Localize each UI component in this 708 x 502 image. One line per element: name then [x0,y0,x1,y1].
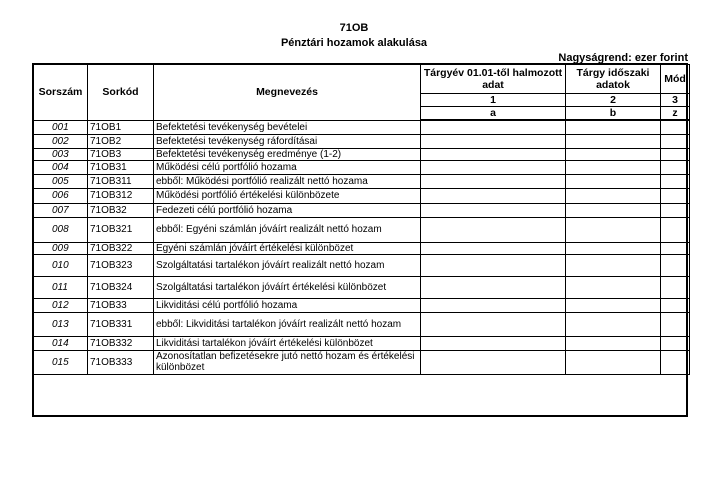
value-cell-mod[interactable] [661,298,690,312]
row-sorszam: 013 [34,312,88,336]
row-sorszam: 014 [34,336,88,350]
col-header-cumulative: Tárgyév 01.01-től halmozott adat [421,65,566,94]
value-cell-period[interactable] [566,336,661,350]
col-number: 2 [566,94,661,107]
col-header-sorkod: Sorkód [88,65,154,121]
value-cell-mod[interactable] [661,148,690,160]
value-cell-cumulative[interactable] [421,120,566,134]
row-sorkod: 71OB33 [88,298,154,312]
value-cell-period[interactable] [566,242,661,254]
value-cell-mod[interactable] [661,134,690,148]
table-row [34,276,690,298]
value-cell-cumulative[interactable] [421,160,566,174]
table-row [34,336,690,350]
row-megnevezes: Azonosítatlan befizetésekre jutó nettó hozam és értékelési különbözet [154,350,421,374]
value-cell-cumulative[interactable] [421,174,566,188]
value-cell-period[interactable] [566,148,661,160]
table-row [34,188,690,203]
table-row [34,350,690,374]
row-sorkod: 71OB1 [88,120,154,134]
row-sorszam: 002 [34,134,88,148]
row-sorszam: 005 [34,174,88,188]
row-megnevezes: Befektetési tevékenység bevételei [154,120,421,134]
row-sorkod: 71OB312 [88,188,154,203]
row-megnevezes: ebből: Egyéni számlán jóváírt realizált nettó hozam [154,217,421,242]
value-cell-mod[interactable] [661,203,690,217]
row-sorkod: 71OB323 [88,254,154,276]
table-row [34,254,690,276]
value-cell-period[interactable] [566,188,661,203]
row-sorkod: 71OB324 [88,276,154,298]
row-sorszam: 008 [34,217,88,242]
col-letter: z [661,107,690,121]
value-cell-cumulative[interactable] [421,350,566,374]
value-cell-cumulative[interactable] [421,336,566,350]
row-sorszam: 006 [34,188,88,203]
col-number: 1 [421,94,566,107]
value-cell-cumulative[interactable] [421,217,566,242]
row-sorkod: 71OB3 [88,148,154,160]
table-row [34,203,690,217]
row-sorszam: 009 [34,242,88,254]
row-sorkod: 71OB331 [88,312,154,336]
row-megnevezes: Egyéni számlán jóváírt értékelési különbözet [154,242,421,254]
value-cell-period[interactable] [566,312,661,336]
row-sorszam: 004 [34,160,88,174]
value-cell-mod[interactable] [661,312,690,336]
value-cell-period[interactable] [566,203,661,217]
value-cell-period[interactable] [566,120,661,134]
row-megnevezes: Likviditási tartalékon jóváírt értékelési különbözet [154,336,421,350]
row-megnevezes: ebből: Likviditási tartalékon jóváírt realizált nettó hozam [154,312,421,336]
row-sorkod: 71OB321 [88,217,154,242]
value-cell-mod[interactable] [661,188,690,203]
col-header-sorszam: Sorszám [34,65,88,121]
row-megnevezes: Szolgáltatási tartalékon jóváírt értékelési különbözet [154,276,421,298]
col-header-megnevezes: Megnevezés [154,65,421,121]
row-sorkod: 71OB32 [88,203,154,217]
value-cell-period[interactable] [566,276,661,298]
row-sorszam: 011 [34,276,88,298]
value-cell-period[interactable] [566,174,661,188]
col-letter: a [421,107,566,121]
col-header-period: Tárgy időszaki adatok [566,65,661,94]
table-row [34,312,690,336]
table-row [34,298,690,312]
row-sorszam: 010 [34,254,88,276]
row-sorkod: 71OB332 [88,336,154,350]
value-cell-cumulative[interactable] [421,134,566,148]
value-cell-mod[interactable] [661,160,690,174]
row-sorkod: 71OB31 [88,160,154,174]
value-cell-period[interactable] [566,217,661,242]
value-cell-period[interactable] [566,298,661,312]
value-cell-mod[interactable] [661,242,690,254]
row-megnevezes: Szolgáltatási tartalékon jóváírt realizált nettó hozam [154,254,421,276]
row-megnevezes: Likviditási célú portfólió hozama [154,298,421,312]
value-cell-cumulative[interactable] [421,298,566,312]
row-sorkod: 71OB322 [88,242,154,254]
table-row [34,242,690,254]
row-sorkod: 71OB311 [88,174,154,188]
value-cell-period[interactable] [566,134,661,148]
value-cell-mod[interactable] [661,254,690,276]
row-megnevezes: Fedezeti célú portfólió hozama [154,203,421,217]
table-row [34,120,690,134]
value-cell-cumulative[interactable] [421,203,566,217]
row-sorszam: 001 [34,120,88,134]
value-cell-mod[interactable] [661,174,690,188]
value-cell-cumulative[interactable] [421,276,566,298]
value-cell-period[interactable] [566,350,661,374]
table-row [34,134,690,148]
report-table [33,64,690,375]
row-sorszam: 015 [34,350,88,374]
value-cell-cumulative[interactable] [421,188,566,203]
value-cell-period[interactable] [566,160,661,174]
table-row [34,160,690,174]
row-sorkod: 71OB2 [88,134,154,148]
row-sorkod: 71OB333 [88,350,154,374]
table-row [34,148,690,160]
value-cell-mod[interactable] [661,350,690,374]
value-cell-cumulative[interactable] [421,242,566,254]
row-megnevezes: Működési portfólió értékelési különbözete [154,188,421,203]
col-header-mod: Mód [661,65,690,94]
unit-label: Nagyságrend: ezer forint [558,52,688,64]
col-letter: b [566,107,661,121]
table-row [34,217,690,242]
col-number: 3 [661,94,690,107]
value-cell-cumulative[interactable] [421,312,566,336]
row-megnevezes: Befektetési tevékenység eredménye (1-2) [154,148,421,160]
table-row [34,174,690,188]
form-code: 71OB [339,22,369,34]
row-megnevezes: Befektetési tevékenység ráfordításai [154,134,421,148]
value-cell-cumulative[interactable] [421,148,566,160]
value-cell-cumulative[interactable] [421,254,566,276]
row-sorszam: 007 [34,203,88,217]
row-megnevezes: ebből: Működési portfólió realizált nettó hozama [154,174,421,188]
row-megnevezes: Működési célú portfólió hozama [154,160,421,174]
form-title: Pénztári hozamok alakulása [280,37,428,49]
value-cell-period[interactable] [566,254,661,276]
row-sorszam: 012 [34,298,88,312]
row-sorszam: 003 [34,148,88,160]
value-cell-mod[interactable] [661,120,690,134]
value-cell-mod[interactable] [661,217,690,242]
value-cell-mod[interactable] [661,336,690,350]
value-cell-mod[interactable] [661,276,690,298]
